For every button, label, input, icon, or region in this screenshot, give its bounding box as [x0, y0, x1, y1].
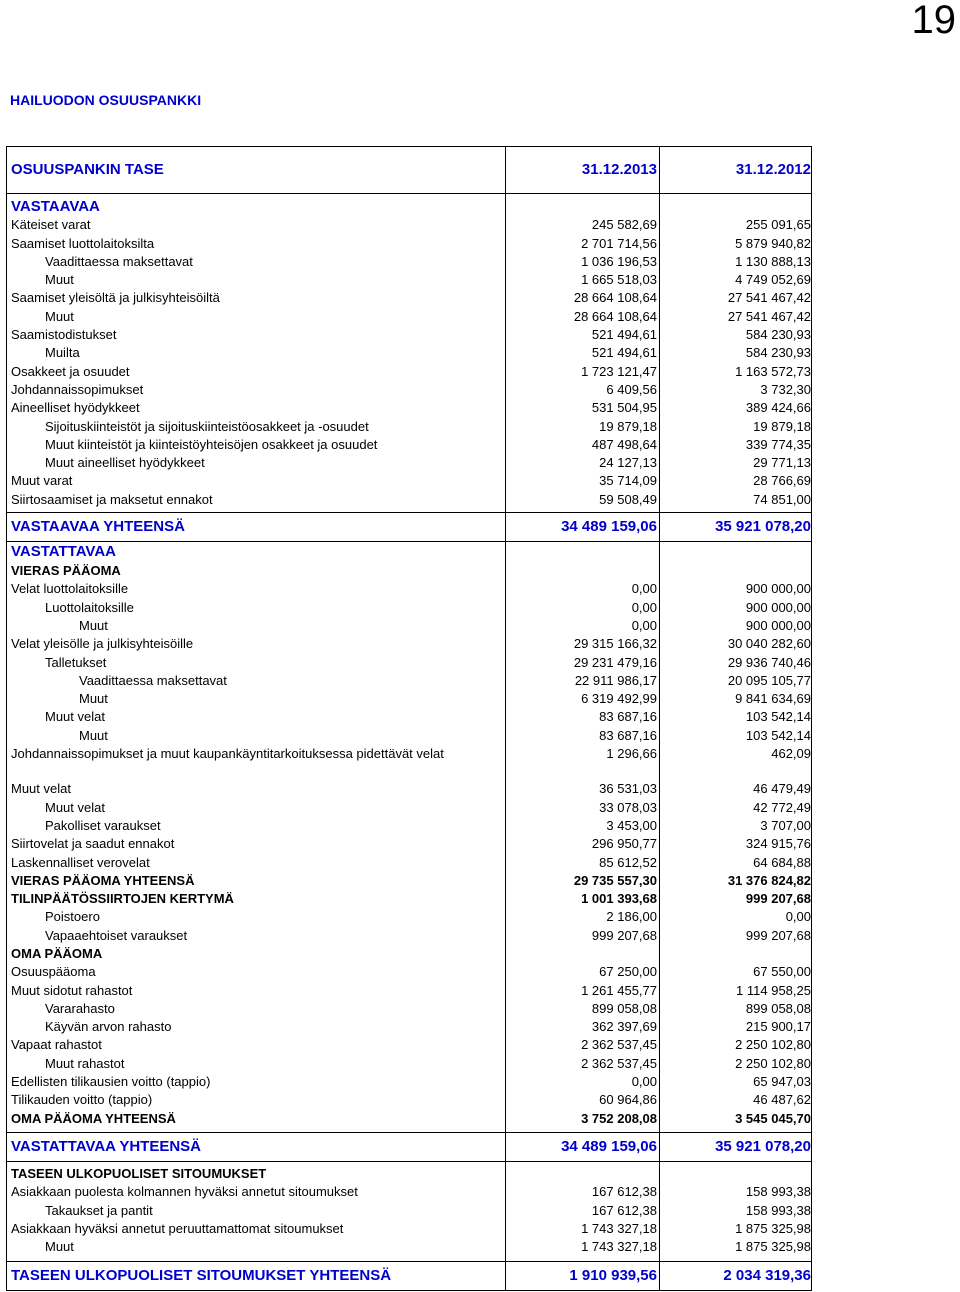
row-label: Velat yleisölle ja julkisyhteisöille: [11, 636, 194, 652]
table-row: [7, 1202, 811, 1220]
value-2013: 34 489 159,06: [561, 518, 657, 536]
value-2013: 899 058,08: [591, 1000, 657, 1016]
value-2013: 6 409,56: [606, 381, 657, 397]
row-label: Muut: [79, 727, 108, 743]
table-row: [7, 344, 811, 362]
value-2012: 65 947,03: [753, 1074, 811, 1090]
value-2012: 19 879,18: [753, 418, 811, 434]
value-2013: 362 397,69: [591, 1019, 657, 1035]
total-row: [7, 1132, 811, 1162]
value-2012: 5 879 940,82: [735, 235, 811, 251]
value-2013: 34 489 159,06: [561, 1137, 657, 1155]
table-row: [7, 418, 811, 436]
value-2013: 67 250,00: [599, 964, 657, 980]
value-2012: 103 542,14: [745, 727, 811, 743]
value-2012: 158 993,38: [745, 1184, 811, 1200]
table-row: [7, 1055, 811, 1073]
value-2012: 2 034 319,36: [723, 1267, 811, 1285]
value-2012: 1 163 572,73: [735, 363, 811, 379]
value-2012: 46 479,49: [753, 781, 811, 797]
row-label: Asiakkaan puolesta kolmannen hyväksi annetut sitoumukset: [11, 1184, 358, 1200]
value-2013: 59 508,49: [599, 491, 657, 507]
row-label: Asiakkaan hyväksi annetut peruuttamattomat sitoumukset: [11, 1220, 344, 1236]
value-2013: 3 752 208,08: [581, 1110, 657, 1126]
row-label: Muut velat: [45, 709, 105, 725]
row-label: VASTATTAVAA YHTEENSÄ: [11, 1137, 202, 1155]
row-label: Muut velat: [11, 781, 71, 797]
value-2013: 35 714,09: [599, 473, 657, 489]
table-row: [7, 562, 811, 580]
value-2013: 1 665 518,03: [581, 272, 657, 288]
row-label: VASTAAVAA: [11, 198, 100, 215]
value-2012: 1 875 325,98: [735, 1220, 811, 1236]
value-2013: 167 612,38: [591, 1202, 657, 1218]
value-2013: 33 078,03: [599, 799, 657, 815]
value-2012: 2 250 102,80: [735, 1055, 811, 1071]
value-2013: 2 701 714,56: [581, 235, 657, 251]
value-2013: 28 664 108,64: [573, 290, 657, 306]
row-label: VASTAAVAA YHTEENSÄ: [11, 518, 185, 536]
value-2012: 2 250 102,80: [735, 1037, 811, 1053]
row-label: Velat luottolaitoksille: [11, 581, 129, 597]
row-label: Talletukset: [45, 654, 107, 670]
value-2012: 584 230,93: [745, 345, 811, 361]
row-label: Saamiset yleisöltä ja julkisyhteisöiltä: [11, 290, 220, 306]
value-2012: 255 091,65: [745, 217, 811, 233]
bank-name: HAILUODON OSUUSPANKKI: [10, 92, 202, 108]
row-label: Saamiset luottolaitoksilta: [11, 235, 155, 251]
row-label: Laskennalliset verovelat: [11, 854, 150, 870]
page-number: 19: [911, 0, 956, 42]
row-label: Pakolliset varaukset: [45, 817, 161, 833]
row-label: Muut kiinteistöt ja kiinteistöyhteisöjen osakkeet ja osuudet: [45, 436, 378, 452]
table-row: [7, 817, 811, 835]
value-2013: 22 911 986,17: [574, 672, 657, 688]
row-label: Muut: [79, 691, 108, 707]
table-row: [7, 381, 811, 399]
value-2012: 30 040 282,60: [727, 636, 811, 652]
value-2012: 158 993,38: [745, 1202, 811, 1218]
table-row: [7, 1091, 811, 1109]
value-2013: 2 186,00: [606, 909, 657, 925]
balance-sheet-rows: [7, 198, 811, 1290]
row-label: TASEEN ULKOPUOLISET SITOUMUKSET YHTEENSÄ: [11, 1267, 392, 1285]
value-2013: 296 950,77: [591, 836, 657, 852]
table-row: [7, 1183, 811, 1201]
value-2013: 1 910 939,56: [569, 1267, 657, 1285]
value-2013: 0,00: [631, 1074, 657, 1090]
table-row: [7, 216, 811, 234]
table-row: [7, 908, 811, 926]
table-row: [7, 599, 811, 617]
row-label: Sijoituskiinteistöt ja sijoituskiinteistöosakkeet ja -osuudet: [45, 418, 369, 434]
table-row: [7, 1018, 811, 1036]
row-label: Edellisten tilikausien voitto (tappio): [11, 1074, 211, 1090]
table-row: [7, 945, 811, 963]
value-2012: 462,09: [771, 746, 811, 762]
table-row: [7, 253, 811, 271]
value-2013: 1 743 327,18: [581, 1239, 657, 1255]
value-2012: 4 749 052,69: [735, 272, 811, 288]
row-label: Vaadittaessa maksettavat: [79, 672, 227, 688]
value-2013: 1 036 196,53: [581, 253, 657, 269]
row-label: Muut: [45, 272, 74, 288]
row-label: Siirtosaamiset ja maksetut ennakot: [11, 491, 213, 507]
row-label: Aineelliset hyödykkeet: [11, 400, 140, 416]
row-label: Muut aineelliset hyödykkeet: [45, 455, 205, 471]
row-label: OMA PÄÄOMA: [11, 945, 103, 961]
table-row: [7, 399, 811, 417]
table-row: [7, 1073, 811, 1091]
row-label: TILINPÄÄTÖSSIIRTOJEN KERTYMÄ: [11, 891, 234, 907]
value-2013: 3 453,00: [606, 817, 657, 833]
section-heading-row: [7, 198, 811, 216]
table-row: [7, 617, 811, 635]
value-2013: 487 498,64: [591, 436, 657, 452]
row-label: Johdannaissopimukset ja muut kaupankäyntitarkoituksessa pidettävät velat: [11, 746, 444, 762]
value-2012: 20 095 105,77: [727, 672, 811, 688]
value-2012: 215 900,17: [745, 1019, 811, 1035]
row-label: VIERAS PÄÄOMA: [11, 563, 121, 579]
value-2012: 35 921 078,20: [715, 518, 811, 536]
table-row: [7, 1110, 811, 1128]
row-label: Muut: [45, 1239, 74, 1255]
row-label: Käteiset varat: [11, 217, 91, 233]
value-2013: 83 687,16: [599, 709, 657, 725]
table-row: [7, 835, 811, 853]
header-row: [7, 147, 811, 194]
value-2013: 2 362 537,45: [581, 1055, 657, 1071]
row-label: Osuuspääoma: [11, 964, 96, 980]
value-2012: 64 684,88: [753, 854, 811, 870]
row-label: Luottolaitoksille: [45, 599, 134, 615]
value-2013: 83 687,16: [599, 727, 657, 743]
table-row: [7, 580, 811, 598]
total-row: [7, 1261, 811, 1290]
value-2012: 42 772,49: [753, 799, 811, 815]
value-2012: 3 732,30: [760, 381, 811, 397]
value-2012: 999 207,68: [745, 927, 811, 943]
table-row: [7, 672, 811, 690]
value-2012: 67 550,00: [753, 964, 811, 980]
row-label: Muut rahastot: [45, 1055, 125, 1071]
table-row: [7, 854, 811, 872]
total-row: [7, 512, 811, 542]
value-2012: 1 114 958,25: [736, 982, 811, 998]
table-row: [7, 780, 811, 798]
value-2013: 531 504,95: [591, 400, 657, 416]
table-row: [7, 799, 811, 817]
row-label: VIERAS PÄÄOMA YHTEENSÄ: [11, 872, 195, 888]
table-row: [7, 708, 811, 726]
value-2012: 27 541 467,42: [727, 308, 811, 324]
table-row: [7, 289, 811, 307]
table-row: [7, 690, 811, 708]
value-2012: 29 936 740,46: [727, 654, 811, 670]
row-label: Muut varat: [11, 473, 73, 489]
value-2013: 29 315 166,32: [573, 636, 657, 652]
balance-sheet: [6, 146, 812, 1291]
value-2012: 900 000,00: [745, 581, 811, 597]
value-2013: 29 735 557,30: [573, 872, 657, 888]
table-row: [7, 654, 811, 672]
value-2012: 339 774,35: [745, 436, 811, 452]
row-label: Vararahasto: [45, 1000, 115, 1016]
value-2013: 1 261 455,77: [581, 982, 657, 998]
value-2012: 900 000,00: [745, 599, 811, 615]
table-row: [7, 308, 811, 326]
row-label: Muut: [79, 617, 108, 633]
spacer-row: [7, 763, 811, 780]
row-label: Vapaaehtoiset varaukset: [45, 927, 188, 943]
value-2012: 28 766,69: [753, 473, 811, 489]
row-label: Siirtovelat ja saadut ennakot: [11, 836, 175, 852]
table-row: [7, 963, 811, 981]
value-2012: 584 230,93: [745, 327, 811, 343]
table-row: [7, 271, 811, 289]
section-heading-row: [7, 542, 811, 562]
value-2012: 9 841 634,69: [735, 691, 811, 707]
value-2013: 24 127,13: [599, 455, 657, 471]
value-2013: 0,00: [631, 617, 657, 633]
row-label: Muut sidotut rahastot: [11, 982, 133, 998]
value-2013: 999 207,68: [591, 927, 657, 943]
row-label: Vaadittaessa maksettavat: [45, 253, 193, 269]
value-2013: 28 664 108,64: [573, 308, 657, 324]
row-label: Saamistodistukset: [11, 327, 117, 343]
value-2013: 521 494,61: [591, 327, 657, 343]
row-label: Poistoero: [45, 909, 100, 925]
value-2012: 899 058,08: [745, 1000, 811, 1016]
value-2013: 245 582,69: [591, 217, 657, 233]
table-row: [7, 1220, 811, 1238]
value-2012: 46 487,62: [753, 1092, 811, 1108]
value-2013: 36 531,03: [599, 781, 657, 797]
table-row: [7, 927, 811, 945]
value-2012: 0,00: [785, 909, 811, 925]
row-label: Vapaat rahastot: [11, 1037, 102, 1053]
table-row: [7, 635, 811, 653]
value-2013: 19 879,18: [599, 418, 657, 434]
value-2013: 85 612,52: [599, 854, 657, 870]
value-2012: 31 376 824,82: [727, 872, 811, 888]
table-row: [7, 1036, 811, 1054]
value-2013: 2 362 537,45: [581, 1037, 657, 1053]
value-2012: 389 424,66: [745, 400, 811, 416]
column-header-2013: 31.12.2013: [581, 161, 657, 178]
value-2012: 29 771,13: [753, 455, 811, 471]
value-2013: 167 612,38: [591, 1184, 657, 1200]
value-2012: 1 130 888,13: [735, 253, 811, 269]
table-row: [7, 982, 811, 1000]
table-row: [7, 363, 811, 381]
row-label: Muut velat: [45, 799, 105, 815]
table-row: [7, 472, 811, 490]
row-label: VASTATTAVAA: [11, 543, 116, 561]
table-row: [7, 1165, 811, 1183]
value-2013: 0,00: [631, 581, 657, 597]
table-row: [7, 872, 811, 890]
value-2013: 1 296,66: [606, 746, 657, 762]
table-row: [7, 745, 811, 763]
value-2012: 999 207,68: [745, 891, 811, 907]
value-2013: 1 001 393,68: [581, 891, 657, 907]
row-label: OMA PÄÄOMA YHTEENSÄ: [11, 1110, 176, 1126]
table-row: [7, 890, 811, 908]
value-2013: 60 964,86: [599, 1092, 657, 1108]
row-label: Takaukset ja pantit: [45, 1202, 153, 1218]
table-row: [7, 235, 811, 253]
value-2012: 324 915,76: [745, 836, 811, 852]
table-row: [7, 326, 811, 344]
value-2012: 3 545 045,70: [735, 1110, 811, 1126]
value-2012: 900 000,00: [745, 617, 811, 633]
value-2013: 1 723 121,47: [581, 363, 657, 379]
value-2013: 29 231 479,16: [573, 654, 657, 670]
value-2013: 6 319 492,99: [581, 691, 657, 707]
row-label: TASEEN ULKOPUOLISET SITOUMUKSET: [11, 1165, 267, 1181]
value-2012: 27 541 467,42: [727, 290, 811, 306]
value-2013: 0,00: [631, 599, 657, 615]
row-label: Käyvän arvon rahasto: [45, 1019, 172, 1035]
row-label: Johdannaissopimukset: [11, 381, 144, 397]
row-label: Muilta: [45, 345, 80, 361]
balance-sheet-title: OSUUSPANKIN TASE: [11, 161, 164, 178]
value-2012: 3 707,00: [760, 817, 811, 833]
value-2013: 521 494,61: [591, 345, 657, 361]
table-row: [7, 436, 811, 454]
table-row: [7, 491, 811, 509]
table-row: [7, 1000, 811, 1018]
value-2012: 1 875 325,98: [735, 1239, 811, 1255]
value-2012: 74 851,00: [753, 491, 811, 507]
value-2012: 103 542,14: [745, 709, 811, 725]
column-header-2012: 31.12.2012: [735, 161, 811, 178]
row-label: Osakkeet ja osuudet: [11, 363, 130, 379]
table-row: [7, 454, 811, 472]
value-2012: 35 921 078,20: [715, 1137, 811, 1155]
row-label: Tilikauden voitto (tappio): [11, 1092, 153, 1108]
value-2013: 1 743 327,18: [581, 1220, 657, 1236]
table-row: [7, 727, 811, 745]
row-label: Muut: [45, 308, 74, 324]
table-row: [7, 1238, 811, 1256]
